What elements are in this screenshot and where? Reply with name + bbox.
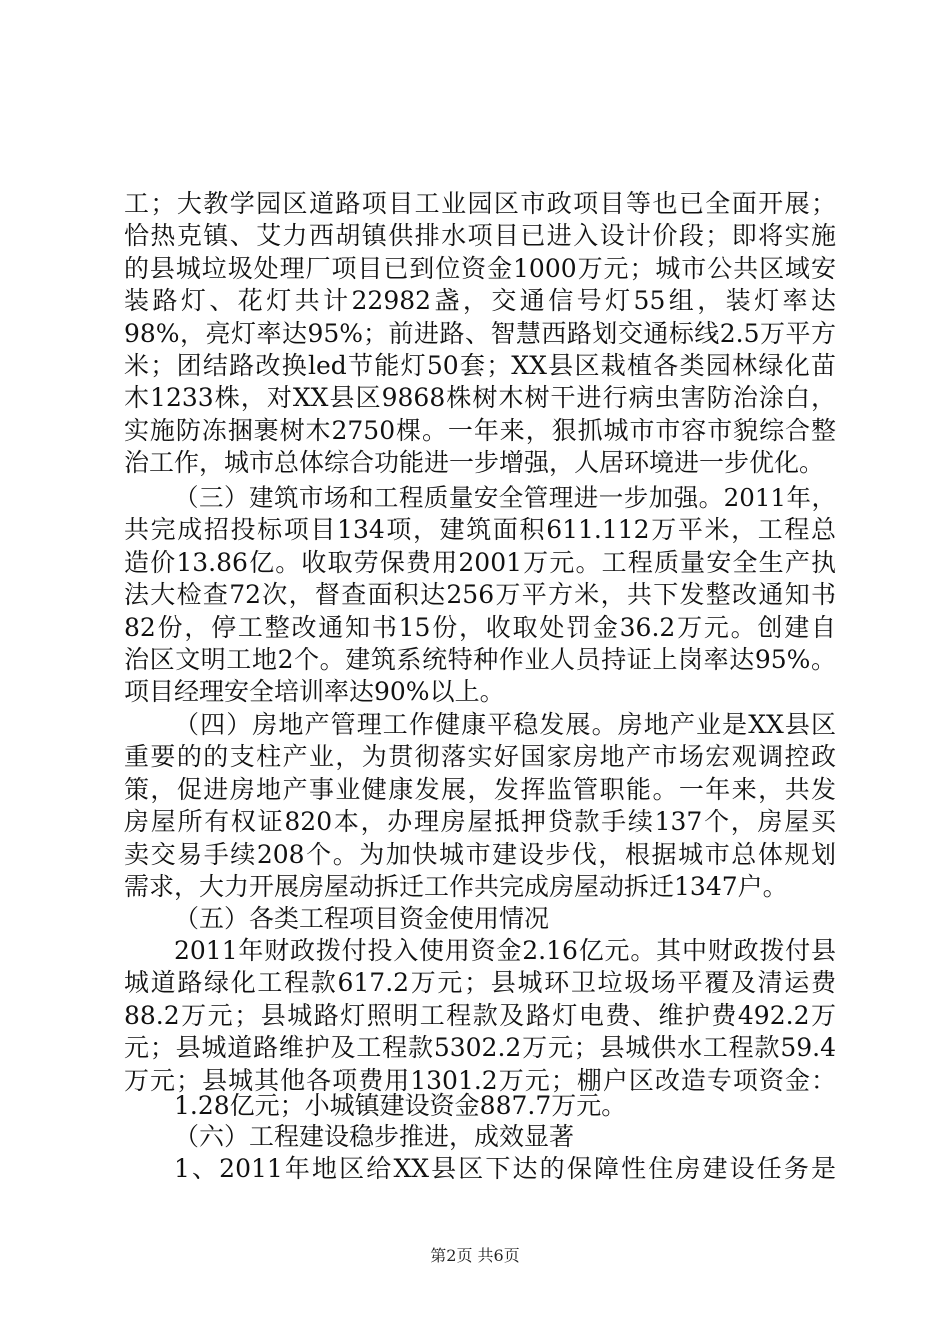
paragraph-funds-continued [124,1090,836,1122]
text-line: 装路灯、花灯共计22982盏，交通信号灯55组，装灯率达 [124,286,836,316]
text-line: 的县城垃圾处理厂项目已到位资金1000万元；城市公共区域安 [124,253,836,283]
text-line: 共完成招投标项目134项，建筑面积611.112万平米，工程总 [124,515,836,545]
section-heading-line: （三）建筑市场和工程质量安全管理进一步加强。2011年， [174,483,836,512]
paragraph-construction-market [124,482,836,709]
text-line: 治工作，城市总体综合功能进一步增强，人居环境进一步优化。 [124,448,825,478]
section-heading: （五）各类工程项目资金使用情况 [174,904,550,933]
text-line: 实施防冻捆裹树木2750棵。一年来，狠抓城市市容市貌综合整 [124,415,836,445]
paragraph-urban-infrastructure [124,188,836,480]
text-line: 造价13.86亿。收取劳保费用2001万元。工程质量安全生产执 [124,547,836,577]
text-line: 城道路绿化工程款617.2万元；县城环卫垃圾场平覆及清运费 [124,968,836,998]
text-line: 重要的的支柱产业，为贯彻落实好国家房地产市场宏观调控政 [124,742,836,772]
text-line: 项目经理安全培训率达90%以上。 [124,677,505,707]
text-line: 工；大教学园区道路项目工业园区市政项目等也已全面开展； [124,189,836,218]
text-line: 卖交易手续208个。为加快城市建设步伐，根据城市总体规划 [124,839,836,869]
text-line: 2011年财政拨付投入使用资金2.16亿元。其中财政拨付县 [174,936,836,965]
text-line: 88.2万元；县城路灯照明工程款及路灯电费、维护费492.2万 [124,1000,836,1030]
text-line: 1.28亿元；小城镇建设资金887.7万元。 [174,1091,627,1120]
paragraph-funds-usage [124,935,836,1097]
text-line: 法大检查72次，督查面积达256万平方米，共下发整改通知书 [124,580,836,610]
text-line: 需求，大力开展房屋动拆迁工作共完成房屋动拆迁1347户。 [124,871,788,901]
paragraph-funds-heading [124,903,836,935]
text-line: 房屋所有权证820本，办理房屋抵押贷款手续137个，房屋买 [124,807,836,837]
text-line: 98%，亮灯率达95%；前进路、智慧西路划交通标线2.5万平方 [124,318,836,348]
section-heading: （六）工程建设稳步推进，成效显著 [174,1122,575,1151]
text-line: 策，促进房地产事业健康发展，发挥监管职能。一年来，共发 [124,774,836,804]
text-line: 恰热克镇、艾力西胡镇供排水项目已进入设计价段；即将实施 [124,221,836,251]
text-line: 米；团结路改换led节能灯50套；XX县区栽植各类园林绿化苗 [124,350,836,380]
paragraph-housing-task [124,1153,836,1185]
text-line: 82份，停工整改通知书15份，收取处罚金36.2万元。创建自 [124,612,836,642]
section-heading-line: （四）房地产管理工作健康平稳发展。房地产业是XX县区 [174,710,836,739]
text-line: 治区文明工地2个。建筑系统特种作业人员持证上岗率达95%。 [124,644,836,674]
page-number-footer: 第2页 共6页 [430,1246,520,1265]
text-line: 元；县城道路维护及工程款5302.2万元；县城供水工程款59.4 [124,1033,836,1063]
paragraph-real-estate [124,709,836,903]
text-line: 1、2011年地区给XX县区下达的保障性住房建设任务是 [174,1154,836,1183]
text-line: 木1233株，对XX县区9868株树木树干进行病虫害防治涂白， [124,383,836,413]
paragraph-projects-heading [124,1121,836,1153]
text-line: 万元；县城其他各项费用1301.2万元；棚户区改造专项资金： [124,1065,836,1095]
